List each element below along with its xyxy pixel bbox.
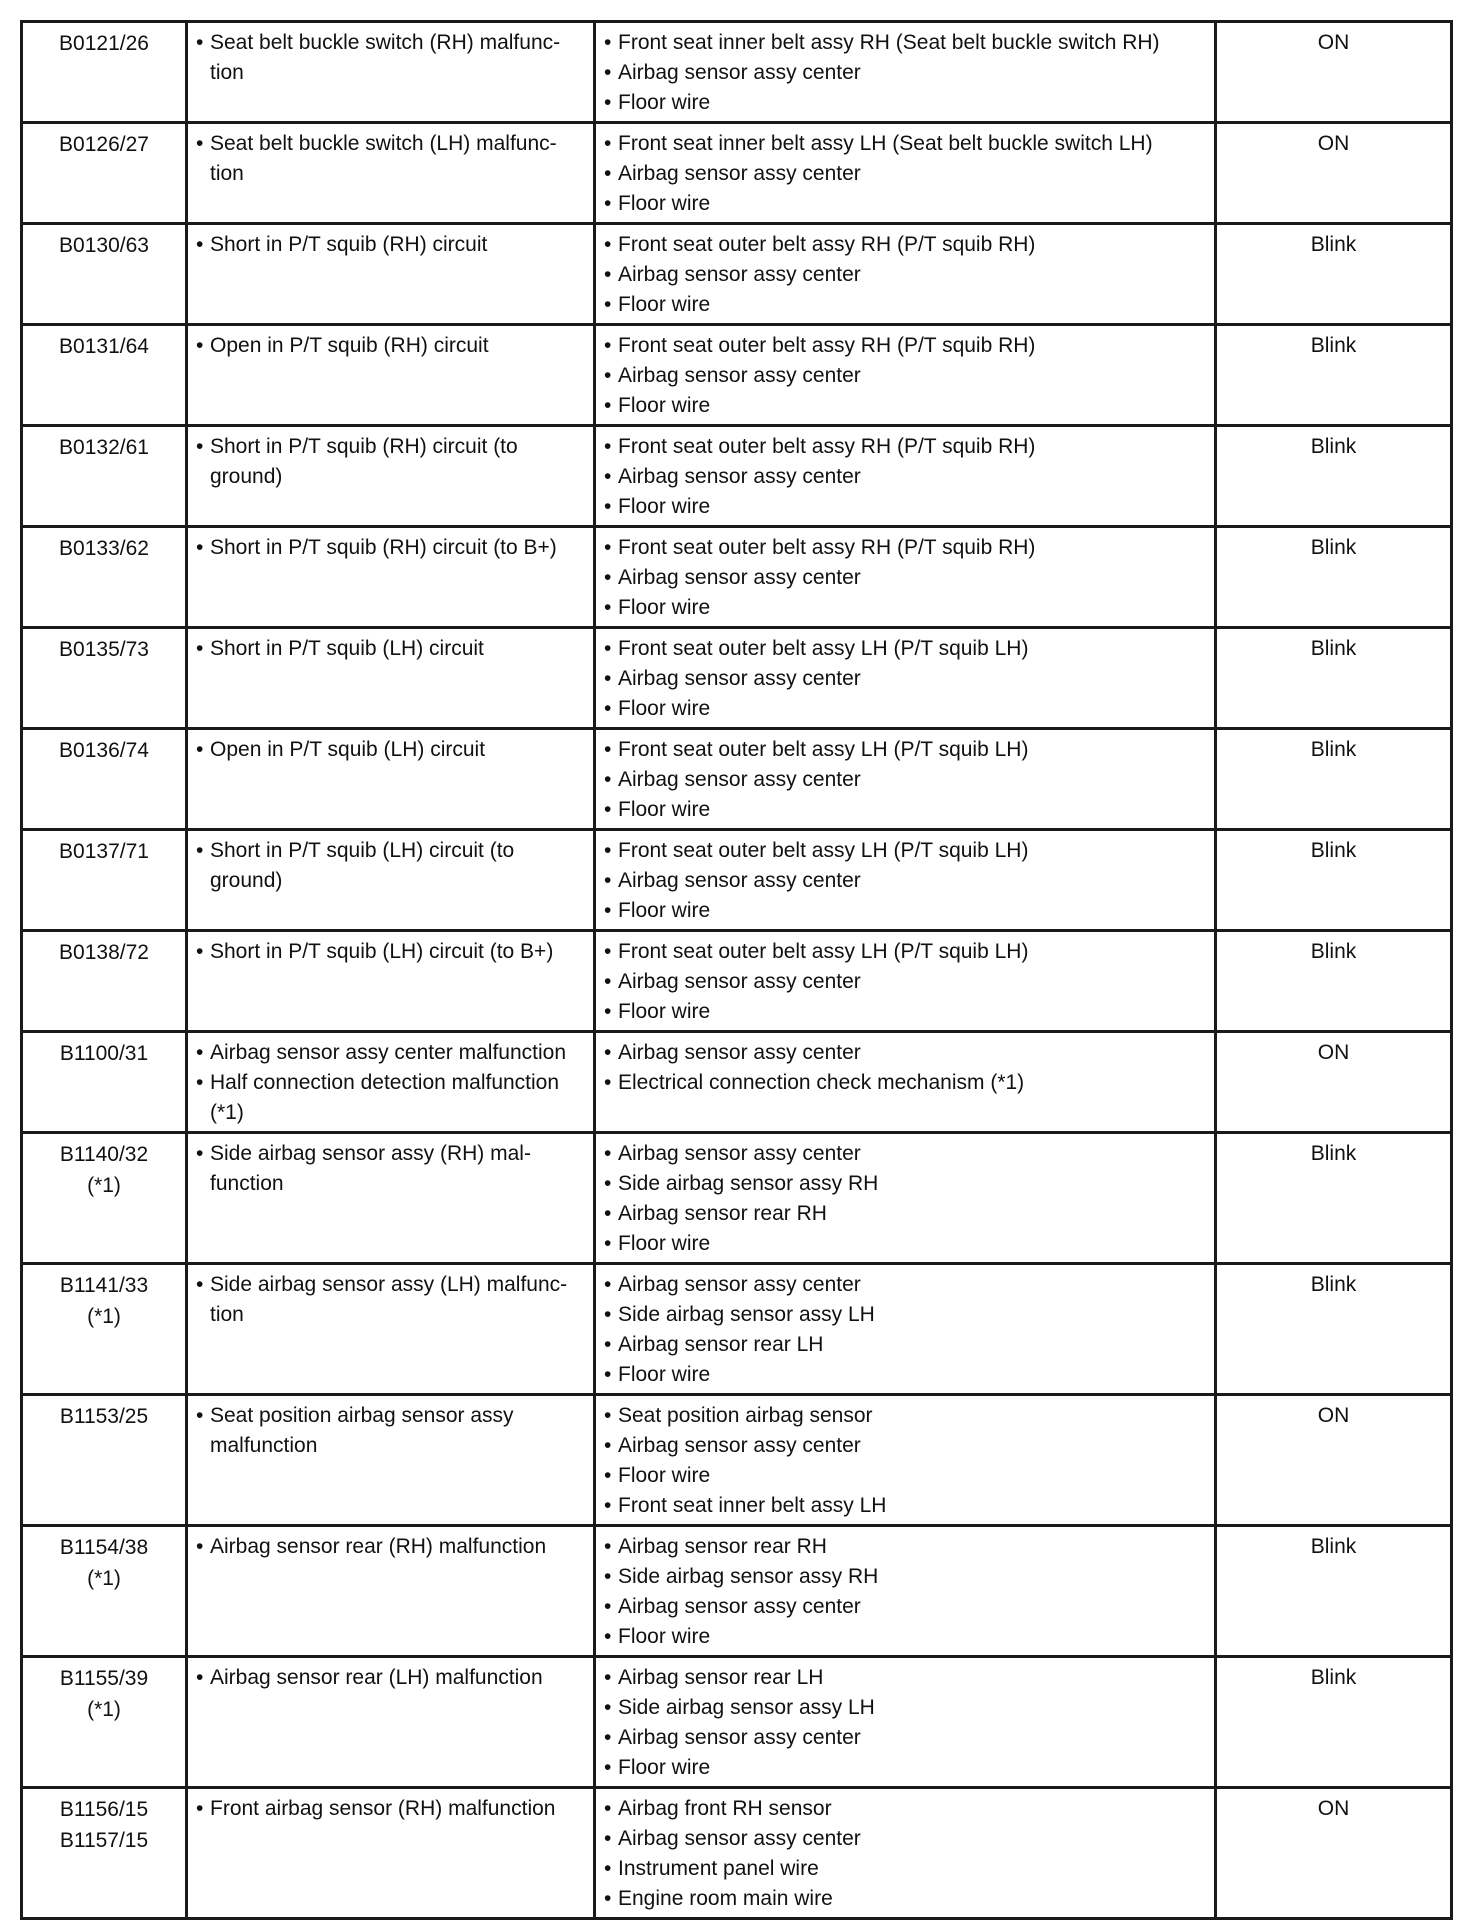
trouble-area-cell xyxy=(595,931,1216,1032)
dtc-code-cell xyxy=(22,1788,187,1919)
trouble-area-item: • Floor wire xyxy=(604,88,1206,118)
trouble-area-item: • Front seat inner belt assy RH (Seat belt buckle switch RH) xyxy=(604,28,1206,58)
trouble-area-cell xyxy=(595,325,1216,426)
warning-light-cell: ON xyxy=(1216,1788,1452,1919)
malfunction-item: • Open in P/T squib (RH) circuit xyxy=(196,331,585,361)
malfunction-list xyxy=(196,735,585,765)
table-row xyxy=(22,123,1452,224)
malfunction-item: • Airbag sensor assy center malfunction xyxy=(196,1038,585,1068)
malfunction-cell xyxy=(187,527,595,628)
malfunction-list xyxy=(196,1038,585,1128)
trouble-area-item: • Airbag sensor assy center xyxy=(604,1270,1206,1300)
trouble-area-list xyxy=(604,129,1206,219)
warning-light-cell: ON xyxy=(1216,1032,1452,1133)
malfunction-item: • Seat position airbag sensor assy malfunction xyxy=(196,1401,585,1461)
trouble-area-item: • Front seat outer belt assy RH (P/T squib RH) xyxy=(604,432,1206,462)
malfunction-cell xyxy=(187,1133,595,1264)
dtc-code: B1140/32 xyxy=(59,1143,149,1166)
trouble-area-item: • Seat position airbag sensor xyxy=(604,1401,1206,1431)
trouble-area-cell xyxy=(595,1264,1216,1395)
dtc-code-cell xyxy=(22,22,187,123)
table-row xyxy=(22,1657,1452,1788)
trouble-area-cell xyxy=(595,527,1216,628)
trouble-area-cell xyxy=(595,224,1216,325)
trouble-area-cell xyxy=(595,1133,1216,1264)
table-row xyxy=(22,1032,1452,1133)
trouble-area-item: • Floor wire xyxy=(604,492,1206,522)
trouble-area-list xyxy=(604,28,1206,118)
trouble-area-item: • Floor wire xyxy=(604,1360,1206,1390)
trouble-area-list xyxy=(604,432,1206,522)
malfunction-item: • Seat belt buckle switch (RH) malfunc-tion xyxy=(196,28,585,88)
trouble-area-item: • Front seat outer belt assy RH (P/T squib RH) xyxy=(604,230,1206,260)
dtc-code: (*1) xyxy=(87,1305,121,1328)
dtc-code: (*1) xyxy=(87,1567,121,1590)
trouble-area-item: • Airbag sensor assy center xyxy=(604,664,1206,694)
dtc-code-cell xyxy=(22,1264,187,1395)
malfunction-item: • Side airbag sensor assy (RH) mal-function xyxy=(196,1139,585,1199)
dtc-code-cell xyxy=(22,1526,187,1657)
trouble-area-item: • Front seat outer belt assy RH (P/T squib RH) xyxy=(604,331,1206,361)
dtc-code: B1153/25 xyxy=(59,1405,149,1428)
trouble-area-item: • Floor wire xyxy=(604,290,1206,320)
trouble-area-item: • Side airbag sensor assy LH xyxy=(604,1300,1206,1330)
trouble-area-item: • Front seat inner belt assy LH (Seat belt buckle switch LH) xyxy=(604,129,1206,159)
trouble-area-item: • Floor wire xyxy=(604,593,1206,623)
trouble-area-item: • Airbag sensor rear RH xyxy=(604,1199,1206,1229)
table-row xyxy=(22,426,1452,527)
dtc-code-cell xyxy=(22,325,187,426)
trouble-area-item: • Engine room main wire xyxy=(604,1884,1206,1914)
trouble-area-item: • Airbag sensor assy center xyxy=(604,967,1206,997)
malfunction-item: • Airbag sensor rear (LH) malfunction xyxy=(196,1663,585,1693)
trouble-area-item: • Airbag sensor rear LH xyxy=(604,1663,1206,1693)
warning-light-cell: Blink xyxy=(1216,325,1452,426)
warning-light-cell: Blink xyxy=(1216,1657,1452,1788)
trouble-area-item: • Floor wire xyxy=(604,1622,1206,1652)
table-row xyxy=(22,1788,1452,1919)
trouble-area-item: • Side airbag sensor assy LH xyxy=(604,1693,1206,1723)
malfunction-cell xyxy=(187,426,595,527)
trouble-area-item: • Front seat outer belt assy LH (P/T squib LH) xyxy=(604,937,1206,967)
dtc-table xyxy=(20,20,1453,1920)
trouble-area-list xyxy=(604,1663,1206,1783)
trouble-area-item: • Floor wire xyxy=(604,391,1206,421)
trouble-area-list xyxy=(604,331,1206,421)
trouble-area-item: • Side airbag sensor assy RH xyxy=(604,1562,1206,1592)
table-row xyxy=(22,931,1452,1032)
dtc-code: B0130/63 xyxy=(59,234,149,257)
trouble-area-item: • Airbag sensor assy center xyxy=(604,1139,1206,1169)
malfunction-list xyxy=(196,1532,585,1562)
trouble-area-cell xyxy=(595,628,1216,729)
table-row xyxy=(22,1395,1452,1526)
malfunction-list xyxy=(196,634,585,664)
trouble-area-item: • Instrument panel wire xyxy=(604,1854,1206,1884)
malfunction-cell xyxy=(187,1526,595,1657)
malfunction-cell xyxy=(187,325,595,426)
dtc-code: B0136/74 xyxy=(59,739,149,762)
dtc-code: B1156/15 xyxy=(59,1798,149,1821)
trouble-area-item: • Floor wire xyxy=(604,189,1206,219)
trouble-area-item: • Airbag sensor assy center xyxy=(604,260,1206,290)
dtc-code: B0121/26 xyxy=(59,32,149,55)
dtc-table-body xyxy=(22,22,1452,1919)
malfunction-item: • Half connection detection malfunction (*1) xyxy=(196,1068,585,1128)
trouble-area-item: • Airbag sensor assy center xyxy=(604,462,1206,492)
malfunction-item: • Short in P/T squib (RH) circuit xyxy=(196,230,585,260)
malfunction-cell xyxy=(187,628,595,729)
trouble-area-item: • Floor wire xyxy=(604,1753,1206,1783)
malfunction-list xyxy=(196,129,585,189)
dtc-code: (*1) xyxy=(87,1698,121,1721)
malfunction-list xyxy=(196,432,585,492)
malfunction-item: • Airbag sensor rear (RH) malfunction xyxy=(196,1532,585,1562)
malfunction-list xyxy=(196,1794,585,1824)
dtc-code: B0137/71 xyxy=(59,840,149,863)
malfunction-item: • Short in P/T squib (RH) circuit (to ground) xyxy=(196,432,585,492)
trouble-area-item: • Floor wire xyxy=(604,1461,1206,1491)
trouble-area-item: • Airbag sensor assy center xyxy=(604,563,1206,593)
trouble-area-item: • Airbag sensor assy center xyxy=(604,1431,1206,1461)
malfunction-list xyxy=(196,1139,585,1199)
trouble-area-cell xyxy=(595,123,1216,224)
dtc-code: B1157/15 xyxy=(59,1829,149,1852)
trouble-area-item: • Floor wire xyxy=(604,997,1206,1027)
dtc-code-cell xyxy=(22,628,187,729)
table-row xyxy=(22,22,1452,123)
warning-light-cell: Blink xyxy=(1216,224,1452,325)
malfunction-cell xyxy=(187,931,595,1032)
trouble-area-item: • Airbag sensor assy center xyxy=(604,1038,1206,1068)
malfunction-cell xyxy=(187,1395,595,1526)
trouble-area-item: • Front seat outer belt assy LH (P/T squib LH) xyxy=(604,836,1206,866)
malfunction-cell xyxy=(187,224,595,325)
dtc-code: B0132/61 xyxy=(59,436,149,459)
malfunction-list xyxy=(196,28,585,88)
warning-light-cell: Blink xyxy=(1216,1526,1452,1657)
malfunction-list xyxy=(196,331,585,361)
trouble-area-item: • Airbag sensor assy center xyxy=(604,866,1206,896)
malfunction-item: • Short in P/T squib (LH) circuit (to ground) xyxy=(196,836,585,896)
trouble-area-list xyxy=(604,1794,1206,1914)
dtc-code: B1155/39 xyxy=(59,1667,149,1690)
trouble-area-list xyxy=(604,1270,1206,1390)
malfunction-item: • Seat belt buckle switch (LH) malfunc-tion xyxy=(196,129,585,189)
trouble-area-item: • Front seat inner belt assy LH xyxy=(604,1491,1206,1521)
table-row xyxy=(22,628,1452,729)
trouble-area-item: • Airbag sensor assy center xyxy=(604,1592,1206,1622)
trouble-area-list xyxy=(604,1139,1206,1259)
dtc-code: (*1) xyxy=(87,1174,121,1197)
trouble-area-item: • Floor wire xyxy=(604,694,1206,724)
trouble-area-item: • Floor wire xyxy=(604,1229,1206,1259)
trouble-area-item: • Front seat outer belt assy RH (P/T squib RH) xyxy=(604,533,1206,563)
trouble-area-item: • Airbag sensor assy center xyxy=(604,58,1206,88)
malfunction-item: • Short in P/T squib (RH) circuit (to B+) xyxy=(196,533,585,563)
trouble-area-item: • Side airbag sensor assy RH xyxy=(604,1169,1206,1199)
trouble-area-item: • Floor wire xyxy=(604,795,1206,825)
trouble-area-cell xyxy=(595,1395,1216,1526)
table-row xyxy=(22,1133,1452,1264)
malfunction-item: • Short in P/T squib (LH) circuit xyxy=(196,634,585,664)
trouble-area-list xyxy=(604,836,1206,926)
warning-light-cell: Blink xyxy=(1216,729,1452,830)
dtc-code: B1141/33 xyxy=(59,1274,149,1297)
malfunction-list xyxy=(196,230,585,260)
table-row xyxy=(22,1264,1452,1395)
dtc-code-cell xyxy=(22,830,187,931)
malfunction-cell xyxy=(187,1788,595,1919)
dtc-code-cell xyxy=(22,1133,187,1264)
malfunction-item: • Open in P/T squib (LH) circuit xyxy=(196,735,585,765)
malfunction-list xyxy=(196,937,585,967)
trouble-area-item: • Airbag sensor assy center xyxy=(604,1723,1206,1753)
malfunction-cell xyxy=(187,1264,595,1395)
trouble-area-list xyxy=(604,735,1206,825)
trouble-area-list xyxy=(604,1038,1206,1098)
trouble-area-cell xyxy=(595,1526,1216,1657)
dtc-code: B0126/27 xyxy=(59,133,149,156)
malfunction-cell xyxy=(187,1657,595,1788)
warning-light-cell: Blink xyxy=(1216,628,1452,729)
dtc-code-cell xyxy=(22,931,187,1032)
trouble-area-cell xyxy=(595,22,1216,123)
trouble-area-item: • Front seat outer belt assy LH (P/T squib LH) xyxy=(604,634,1206,664)
trouble-area-item: • Airbag sensor assy center xyxy=(604,1824,1206,1854)
malfunction-cell xyxy=(187,729,595,830)
warning-light-cell: Blink xyxy=(1216,527,1452,628)
warning-light-cell: ON xyxy=(1216,123,1452,224)
dtc-code: B0131/64 xyxy=(59,335,149,358)
table-row xyxy=(22,527,1452,628)
trouble-area-item: • Front seat outer belt assy LH (P/T squib LH) xyxy=(604,735,1206,765)
warning-light-cell: Blink xyxy=(1216,931,1452,1032)
dtc-code-cell xyxy=(22,123,187,224)
malfunction-list xyxy=(196,1270,585,1330)
dtc-code-cell xyxy=(22,527,187,628)
trouble-area-list xyxy=(604,533,1206,623)
trouble-area-item: • Floor wire xyxy=(604,896,1206,926)
trouble-area-item: • Airbag sensor rear LH xyxy=(604,1330,1206,1360)
malfunction-item: • Short in P/T squib (LH) circuit (to B+) xyxy=(196,937,585,967)
table-row xyxy=(22,224,1452,325)
malfunction-list xyxy=(196,836,585,896)
table-row xyxy=(22,830,1452,931)
malfunction-list xyxy=(196,533,585,563)
malfunction-cell xyxy=(187,22,595,123)
dtc-code: B1154/38 xyxy=(59,1536,149,1559)
trouble-area-cell xyxy=(595,729,1216,830)
dtc-code-cell xyxy=(22,729,187,830)
table-row xyxy=(22,325,1452,426)
trouble-area-item: • Airbag front RH sensor xyxy=(604,1794,1206,1824)
warning-light-cell: Blink xyxy=(1216,830,1452,931)
malfunction-cell xyxy=(187,123,595,224)
dtc-code-cell xyxy=(22,426,187,527)
trouble-area-list xyxy=(604,1401,1206,1521)
malfunction-cell xyxy=(187,830,595,931)
dtc-code: B0133/62 xyxy=(59,537,149,560)
dtc-code: B0135/73 xyxy=(59,638,149,661)
dtc-code-cell xyxy=(22,1032,187,1133)
trouble-area-list xyxy=(604,230,1206,320)
table-row xyxy=(22,729,1452,830)
dtc-code-cell xyxy=(22,224,187,325)
trouble-area-cell xyxy=(595,1032,1216,1133)
warning-light-cell: ON xyxy=(1216,1395,1452,1526)
malfunction-cell xyxy=(187,1032,595,1133)
trouble-area-item: • Electrical connection check mechanism (*1) xyxy=(604,1068,1206,1098)
trouble-area-list xyxy=(604,634,1206,724)
warning-light-cell: Blink xyxy=(1216,426,1452,527)
malfunction-item: • Front airbag sensor (RH) malfunction xyxy=(196,1794,585,1824)
dtc-code: B1100/31 xyxy=(59,1042,149,1065)
trouble-area-cell xyxy=(595,830,1216,931)
trouble-area-list xyxy=(604,937,1206,1027)
dtc-code-cell xyxy=(22,1395,187,1526)
trouble-area-list xyxy=(604,1532,1206,1652)
dtc-code: B0138/72 xyxy=(59,941,149,964)
trouble-area-item: • Airbag sensor assy center xyxy=(604,159,1206,189)
malfunction-list xyxy=(196,1401,585,1461)
warning-light-cell: Blink xyxy=(1216,1133,1452,1264)
trouble-area-item: • Airbag sensor rear RH xyxy=(604,1532,1206,1562)
warning-light-cell: ON xyxy=(1216,22,1452,123)
trouble-area-item: • Airbag sensor assy center xyxy=(604,765,1206,795)
trouble-area-cell xyxy=(595,426,1216,527)
warning-light-cell: Blink xyxy=(1216,1264,1452,1395)
trouble-area-item: • Airbag sensor assy center xyxy=(604,361,1206,391)
malfunction-item: • Side airbag sensor assy (LH) malfunc-tion xyxy=(196,1270,585,1330)
malfunction-list xyxy=(196,1663,585,1693)
dtc-code-cell xyxy=(22,1657,187,1788)
table-row xyxy=(22,1526,1452,1657)
trouble-area-cell xyxy=(595,1788,1216,1919)
trouble-area-cell xyxy=(595,1657,1216,1788)
